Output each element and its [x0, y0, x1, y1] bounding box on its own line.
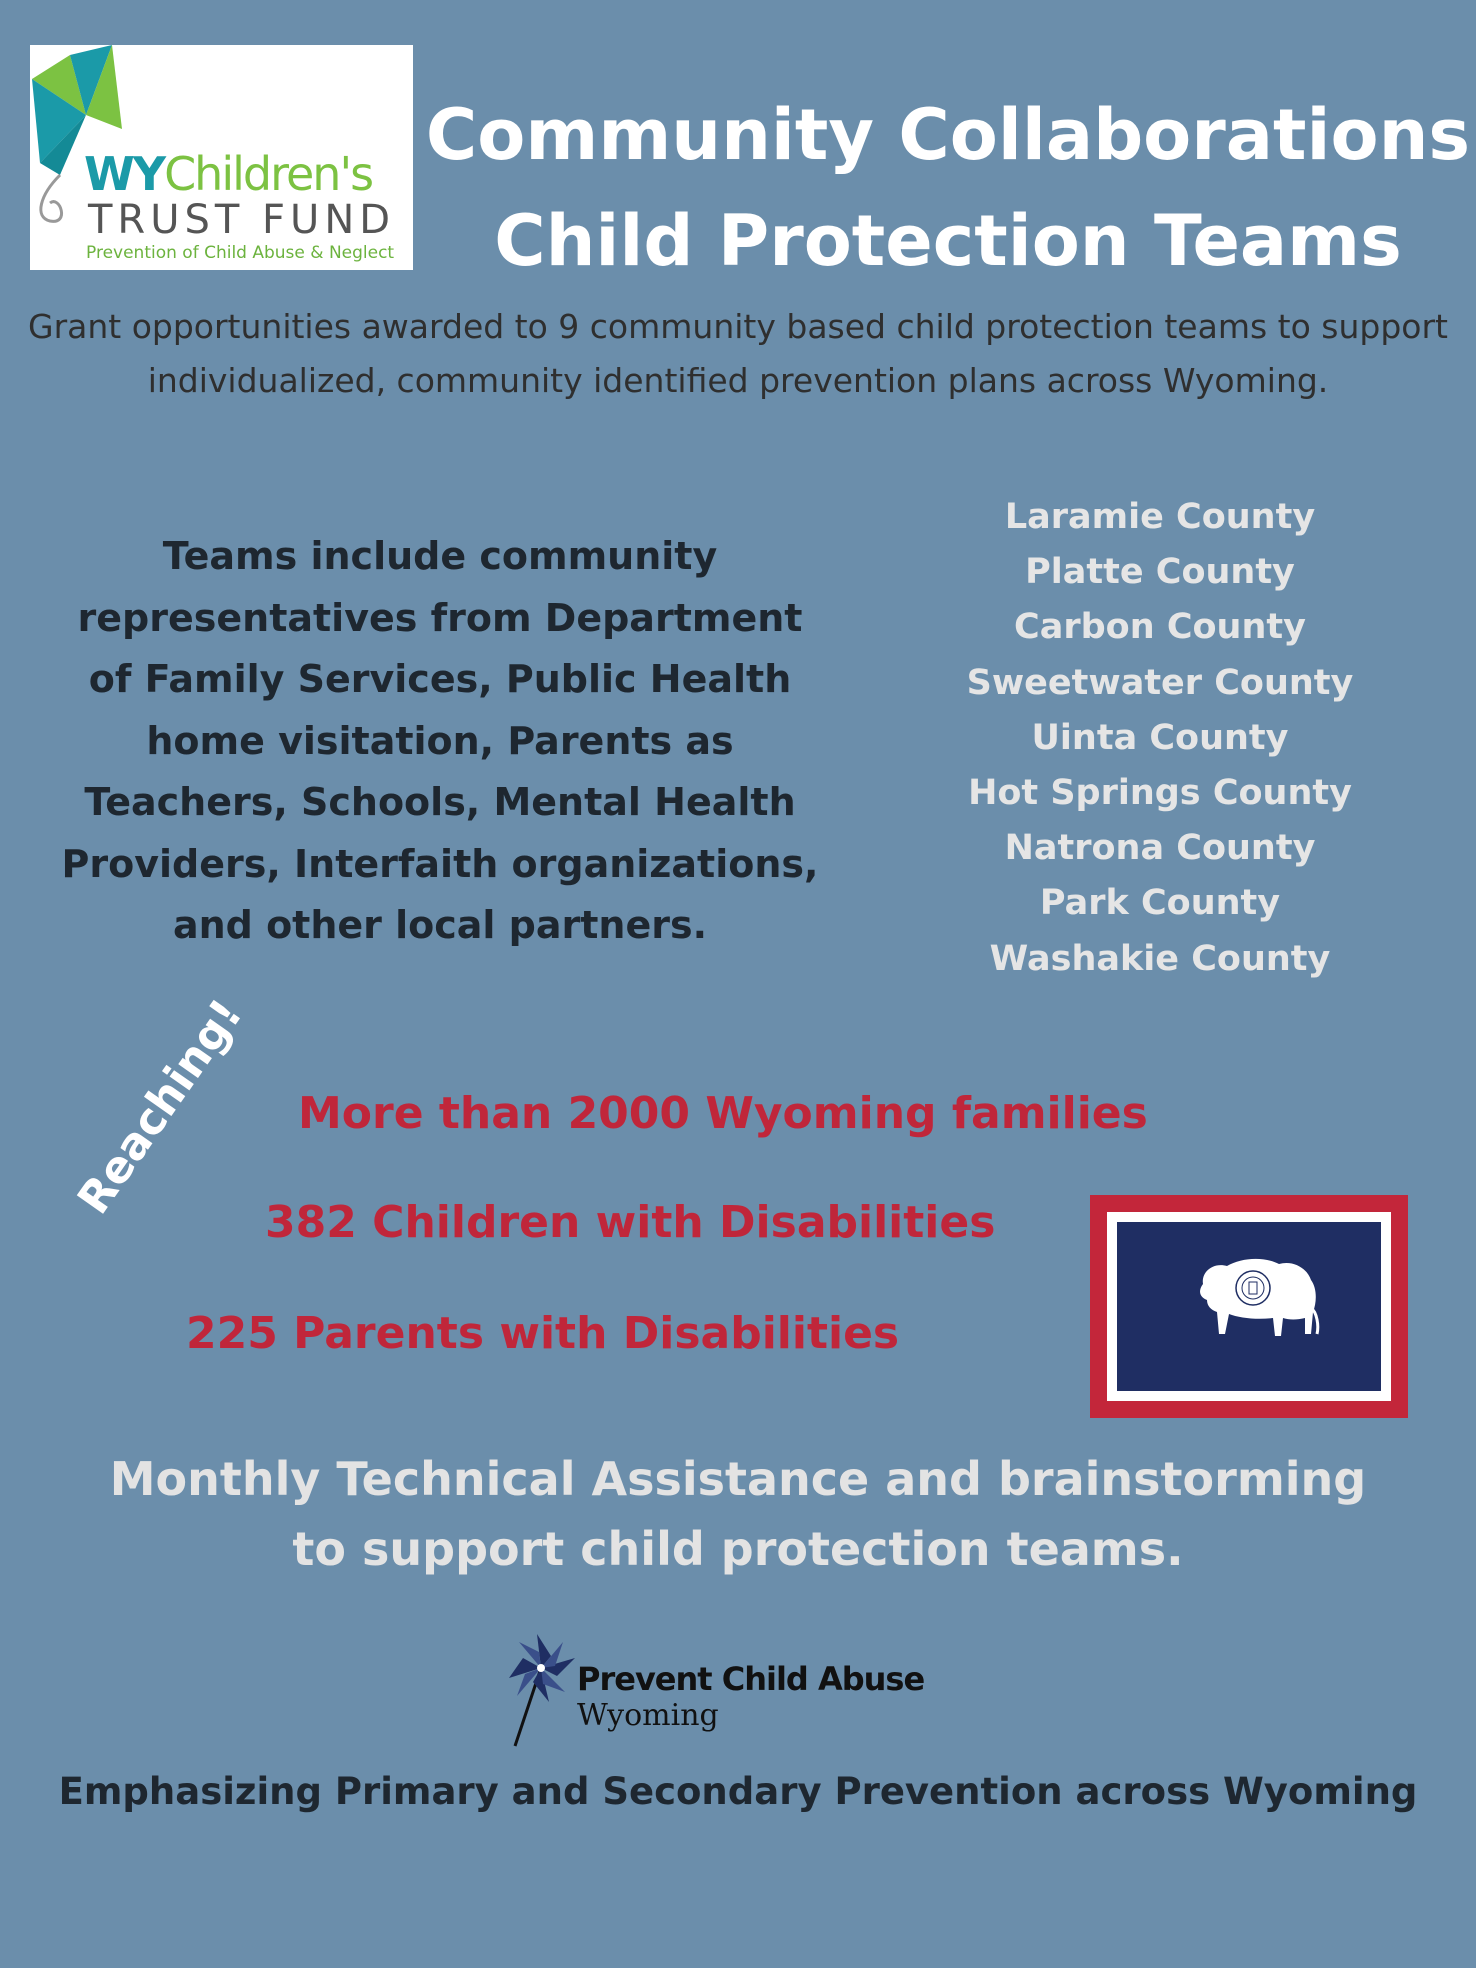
title-line-2: Child Protection Teams	[494, 200, 1402, 282]
stat-children-disabilities: 382 Children with Disabilities	[265, 1197, 996, 1248]
logo-wy-text: WY	[84, 147, 165, 201]
county-list	[900, 490, 1420, 987]
pca-state: Wyoming	[577, 1698, 719, 1733]
teams-description: Teams include community representatives from Department of Family Services, Public Health home visitation, Parents as Teachers, Schools, Mental Health Providers, Interfaith organizations, and other local partners.	[61, 534, 819, 947]
county-item: Hot Springs County	[968, 773, 1352, 814]
county-item: Sweetwater County	[966, 662, 1354, 703]
title-line-1: Community Collaborations	[425, 94, 1471, 176]
page-title	[420, 82, 1476, 294]
emphasis-footer: Emphasizing Primary and Secondary Prevention across Wyoming	[58, 1770, 1418, 1813]
county-item: Park County	[1039, 883, 1281, 924]
logo-childrens-text: Children's	[164, 147, 373, 201]
logo-tagline: Prevention of Child Abuse & Neglect	[86, 243, 395, 263]
monthly-line-1: Monthly Technical Assistance and brainstorming	[109, 1452, 1367, 1506]
county-item: Carbon County	[1014, 607, 1306, 648]
wyoming-flag	[1090, 1195, 1408, 1418]
monthly-line-2: to support child protection teams.	[292, 1522, 1184, 1576]
wy-childrens-trust-fund-logo	[30, 45, 413, 270]
stat-parents-disabilities: 225 Parents with Disabilities	[186, 1308, 900, 1359]
county-item: Natrona County	[1004, 828, 1316, 869]
county-item: Platte County	[1025, 552, 1295, 593]
county-item: Washakie County	[989, 938, 1331, 979]
reaching-label: Reaching!	[68, 990, 253, 1224]
prevent-child-abuse-logo	[505, 1628, 985, 1748]
logo-trust-fund-text: TRUST FUND	[88, 197, 396, 243]
county-item: Laramie County	[1004, 497, 1316, 537]
technical-assistance-text	[60, 1444, 1416, 1584]
stat-families: More than 2000 Wyoming families	[298, 1088, 1148, 1139]
pca-name: Prevent Child Abuse	[577, 1660, 925, 1698]
county-item: Uinta County	[1031, 717, 1289, 758]
pinwheel-icon	[505, 1628, 585, 1748]
bison-icon	[1117, 1222, 1381, 1391]
grant-description: Grant opportunities awarded to 9 community based child protection teams to support individualized, community identified prevention plans across Wyoming.	[28, 307, 1448, 400]
